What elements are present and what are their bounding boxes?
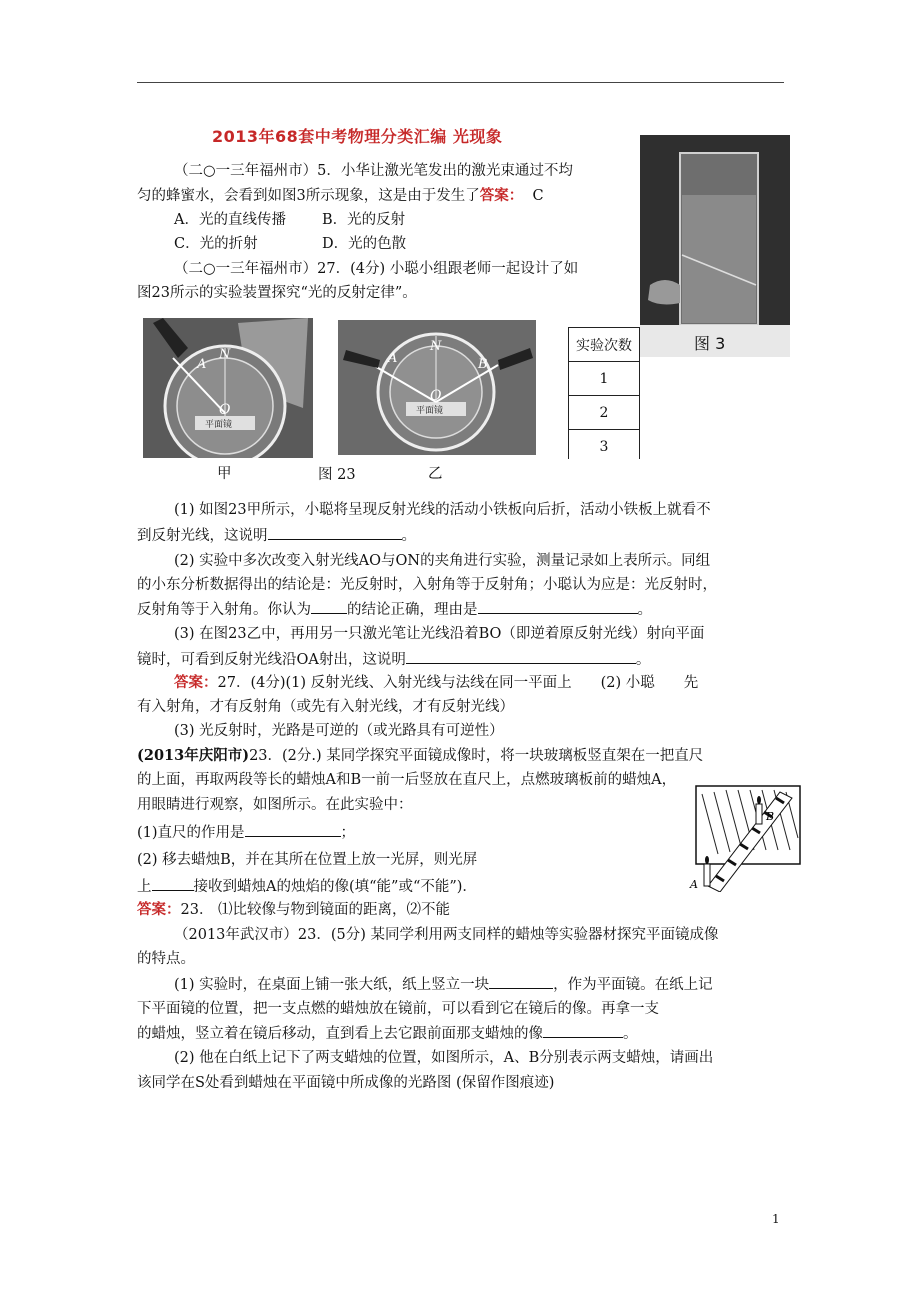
q1-option-d: D．光的色散 <box>322 236 407 252</box>
q1-option-b: B．光的反射 <box>322 212 406 228</box>
q2-part3-line2: 镜时，可看到反射光线沿OA射出，这说明 。 <box>137 652 651 668</box>
fill-blank <box>245 823 341 837</box>
table-header: 实验次数 <box>569 328 640 362</box>
q2-answer-line3: (3) 光反射时，光路是可逆的（或光路具有可逆性） <box>174 723 504 739</box>
experiment-table <box>568 327 640 459</box>
candle-label-b: B <box>766 810 775 823</box>
table-row: 3 <box>569 430 640 460</box>
fig23-yi-label-o: O <box>430 388 442 404</box>
answer-label: 答案： <box>174 674 218 691</box>
q3-answer: 答案：23． ⑴比较像与物到镜面的距离，⑵不能 <box>137 901 451 918</box>
fill-blank <box>311 600 347 614</box>
q4-line5: 的蜡烛，竖立着在镜后移动，直到看上去它跟前面那支蜡烛的像 。 <box>137 1026 638 1042</box>
answer-value: C <box>532 188 544 204</box>
q1-option-c: C．光的折射 <box>174 236 258 252</box>
q2-part1-line2: 到反射光线，这说明 。 <box>137 528 416 544</box>
q2-line1: （二○一三年福州市）27．(4分) 小聪小组跟老师一起设计了如 <box>174 261 579 277</box>
q3-line3: 用眼睛进行观察，如图所示。在此实验中： <box>137 797 413 813</box>
q4-line1: （2013年武汉市）23．(5分) 某同学利用两支同样的蜡烛等实验器材探究平面镜成像 <box>174 927 719 943</box>
page-title: 2013年68套中考物理分类汇编 光现象 <box>212 127 503 146</box>
q4-line3: (1) 实验时，在桌面上铺一张大纸，纸上竖立一块 ，作为平面镜。在纸上记 <box>174 977 713 993</box>
figure-3-photo <box>640 135 790 357</box>
q3-source: (2013年庆阳市) <box>137 747 250 764</box>
fill-blank <box>489 975 553 989</box>
q2-part3-line1: (3) 在图23乙中，再用另一只激光笔让光线沿着BO（即逆着原反射光线）射向平面 <box>174 626 705 642</box>
fig23-yi-label-b: B <box>478 357 488 372</box>
q3-line1: (2013年庆阳市)23．(2分.) 某同学探究平面镜成像时，将一块玻璃板竖直架在一把直尺 <box>137 747 704 764</box>
page-number: 1 <box>772 1212 780 1226</box>
fig23-label-n: N <box>219 347 231 362</box>
fig23-label-o: O <box>219 402 231 418</box>
fig23-yi-mirror-label: 平面镜 <box>416 406 444 416</box>
table-row: 2 <box>569 396 640 430</box>
q1-line1: （二○一三年福州市）5．小华让激光笔发出的激光束通过不均 <box>174 163 573 179</box>
figure-23-yi-photo <box>338 320 536 455</box>
fig23-yi-label-a: A <box>388 351 398 366</box>
fill-blank <box>268 526 402 540</box>
fill-blank <box>152 877 194 891</box>
fig23-mirror-label: 平面镜 <box>205 420 233 430</box>
q2-answer-line2: 有入射角，才有反射角（或先有入射光线，才有反射光线） <box>137 699 514 715</box>
fig23-yi-label-n: N <box>430 339 442 354</box>
answer-label: 答案： <box>137 901 181 918</box>
q4-line7: 该同学在S处看到蜡烛在平面镜中所成像的光路图 (保留作图痕迹) <box>137 1075 555 1091</box>
q3-line2: 的上面，再取两段等长的蜡烛A和B一前一后竖放在直尺上，点燃玻璃板前的蜡烛A， <box>137 772 677 788</box>
answer-label: 答案： <box>479 187 524 204</box>
q2-answer-line1: 答案：27．(4分)(1) 反射光线、入射光线与法线在同一平面上 (2) 小聪 先 <box>174 674 699 691</box>
q4-line4: 下平面镜的位置，把一支点燃的蜡烛放在镜前，可以看到它在镜后的像。再拿一支 <box>137 1001 659 1017</box>
figure-23-jia-photo <box>143 318 313 458</box>
q3-line5: (2) 移去蜡烛B，并在其所在位置上放一光屏，则光屏 <box>137 852 478 868</box>
fill-blank <box>543 1024 623 1038</box>
q3-line4: (1)直尺的作用是 ； <box>137 825 356 841</box>
q2-line2: 图23所示的实验装置探究“光的反射定律”。 <box>137 285 417 301</box>
figure-23-yi-label: 乙 <box>428 466 443 482</box>
q2-part2-line3: 反射角等于入射角。你认为 的结论正确，理由是 。 <box>137 602 652 618</box>
fig23-label-a: A <box>197 357 207 372</box>
candle-label-a: A <box>690 878 698 891</box>
fill-blank <box>406 650 636 664</box>
q3-line6: 上 接收到蜡烛A的烛焰的像(填“能”或“不能”)． <box>137 879 477 895</box>
q2-part2-line1: (2) 实验中多次改变入射光线AO与ON的夹角进行实验，测量记录如上表所示。同组 <box>174 553 711 569</box>
fill-blank <box>478 600 638 614</box>
header-rule <box>137 82 784 83</box>
figure-23-caption: 图 23 <box>318 467 356 483</box>
figure-3-caption: 图 3 <box>694 334 726 353</box>
q4-line2: 的特点。 <box>137 951 195 967</box>
q4-line6: (2) 他在白纸上记下了两支蜡烛的位置，如图所示，A、B分别表示两支蜡烛，请画出 <box>174 1050 714 1066</box>
table-row: 1 <box>569 362 640 396</box>
candle-mirror-figure <box>688 784 802 892</box>
q2-part2-line2: 的小东分析数据得出的结论是：光反射时，入射角等于反射角；小聪认为应是：光反射时， <box>137 577 717 593</box>
experiment-table-grid <box>568 327 640 459</box>
figure-23-jia-label: 甲 <box>217 466 232 482</box>
q1-option-a: A．光的直线传播 <box>174 212 286 228</box>
q2-part1-line1: (1) 如图23甲所示，小聪将呈现反射光线的活动小铁板向后折，活动小铁板上就看不 <box>174 502 711 518</box>
q1-line2: 匀的蜂蜜水，会看到如图3所示现象，这是由于发生了答案： C <box>137 187 544 204</box>
